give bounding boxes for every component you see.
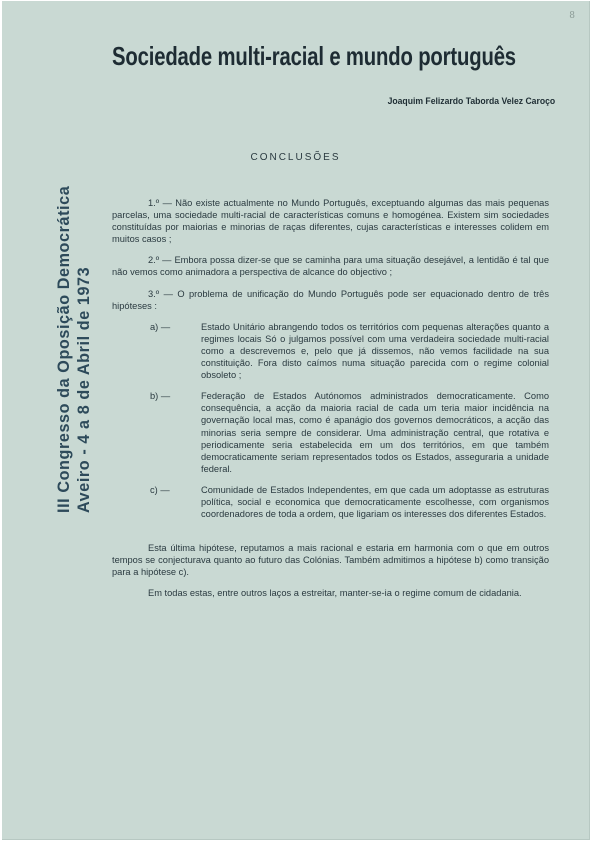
paragraph-3: 3.º — O problema de unificação do Mundo Português pode ser equacionado dentro de três hipóteses : bbox=[112, 288, 549, 311]
congress-place-date: Aveiro - 4 a 8 de Abril de 1973 bbox=[75, 266, 93, 513]
congress-side-banner bbox=[54, 173, 94, 513]
paragraph-4: Esta última hipótese, reputamos a mais racional e estaria em harmonia com o que em outros tempos se conjecturava quanto ao futuro das Colónias. Também admitimos a hipótese b) como transição para a hipótese c). bbox=[112, 543, 549, 578]
congress-name: III Congresso da Oposição Democrática bbox=[55, 185, 73, 513]
hypothesis-c bbox=[150, 484, 549, 520]
document-body bbox=[112, 197, 549, 600]
hypothesis-text: Federação de Estados Autónomos administrados democraticamente. Como consequência, a acção da maioria racial de cada um teria maior incidência na governação local mas, como é apanágio dos governos democráticos, a acção das minorias seria sempre de considerar. Uma administração central, que rotativa e periodicamente seria estabelecida em um dos territórios, em que também democraticamente seriam representados todos os Estados, asseguraria a unidade federal. bbox=[201, 391, 549, 474]
paragraph-5: Em todas estas, entre outros laços a estreitar, manter-se-ia o regime comum de cidadania. bbox=[148, 588, 522, 599]
hypothesis-text: Estado Unitário abrangendo todos os territórios com pequenas alterações quanto a regimes locais Só o julgamos possível com uma verdadeira sociedade multi-racial como a descrevemos e, pelo que já dissemos, não vemos facilidade na sua constituição. Fora disto caímos numa situação parecida com o regime colonial obsoleto ; bbox=[201, 321, 549, 381]
hypothesis-text: Comunidade de Estados Independentes, em que cada um adoptasse as estruturas política, social e economica que democraticamente escolhesse, com organismos coordenadores de toda a ordem, que ligariam os interesses dos diferentes Estados. bbox=[201, 484, 549, 520]
paragraph-2: 2.º — Embora possa dizer-se que se caminha para uma situação desejável, a lentidão é tal que não vemos como animadora a perspectiva de alcance do objectivo ; bbox=[112, 255, 549, 278]
author-name: Joaquim Felizardo Taborda Velez Caroço bbox=[387, 95, 555, 106]
hypothesis-label: c) — bbox=[150, 484, 170, 495]
hypothesis-b bbox=[150, 390, 549, 475]
hypothesis-label: a) — bbox=[150, 321, 171, 332]
paragraph-1: 1.º — Não existe actualmente no Mundo Português, exceptuando algumas das mais pequenas parcelas, uma sociedade multi-racial de características comuns e homogénea. Existem sim sociedades constituídas por maiorias e minorias de raças diferentes, cujas características e interesses colidem em muitos casos ; bbox=[112, 198, 549, 245]
hypothesis-label: b) — bbox=[150, 391, 171, 402]
section-heading: CONCLUSÕES bbox=[250, 152, 341, 163]
document-page bbox=[2, 1, 590, 840]
document-title: Sociedade multi-racial e mundo português bbox=[112, 41, 516, 71]
page-number: 8 bbox=[569, 11, 575, 21]
hypothesis-a bbox=[150, 321, 549, 381]
